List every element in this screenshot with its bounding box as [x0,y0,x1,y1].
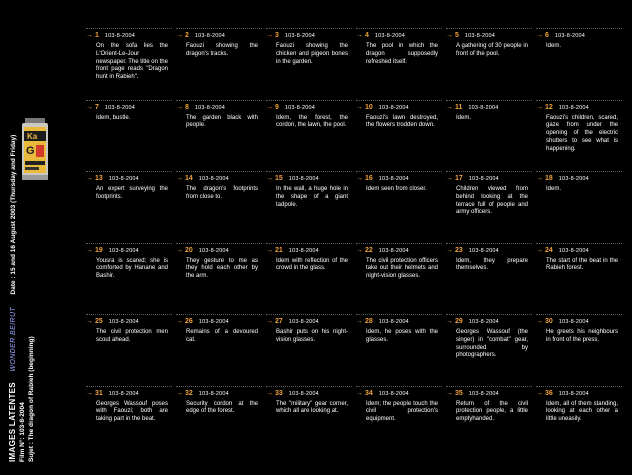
frame-entry [176,317,262,345]
arrow-icon: → [86,318,93,325]
frame-date: 103-8-2004 [378,319,409,325]
frame-divider [86,171,172,173]
frame-divider [176,28,262,30]
arrow-icon: → [176,175,183,182]
frame-description: Yousra is scared; she is comforted by Hanane and Bashir. [96,257,168,280]
frame-date: 103-8-2004 [108,176,139,182]
frame-description: The civil protection officers take out their helmets and night-vision glasses. [366,257,438,280]
frame-description: Return of the civil protection people, a little emptyhanded. [456,400,528,423]
frame-description: Georges Wassouf (the singer) in "combat" gear, surrounded by photographers. [456,329,528,359]
arrow-icon: → [266,246,273,254]
frame-entry [446,174,532,217]
arrow-icon: → [176,32,183,39]
frame-header [356,103,442,113]
arrow-icon: → [86,103,93,111]
frame-date: 103-8-2004 [378,176,409,182]
arrow-icon: → [176,246,183,254]
frame-entry [266,317,352,345]
arrow-icon: → [536,318,543,325]
frame-description: The pool in which the dragon supposedly refreshed itself. [366,43,438,65]
frame-divider [356,386,442,388]
frame-entry [266,174,352,209]
arrow-icon: → [266,318,273,325]
frame-divider [536,386,622,388]
frame-number: 33 [275,389,283,397]
frame-header [446,103,532,113]
frame-entry [536,31,622,51]
frame-description: Idem seen from closer. [366,186,427,192]
frame-divider [176,100,262,102]
frame-entry [536,103,622,154]
frame-number: 13 [95,175,103,182]
frame-date: 103-8-2004 [104,33,136,39]
frame-date: 103-8-2004 [198,390,229,397]
frame-number: 22 [365,246,373,254]
arrow-icon: → [356,103,363,111]
frame-entry [446,31,532,59]
frame-entry [86,103,172,123]
frame-divider [86,243,172,245]
frame-description: Idem, he poses with the glasses. [366,329,438,343]
frame-divider [266,243,352,245]
frame-date: 103-8-2004 [374,33,406,39]
frame-date: 103-8-2004 [558,319,589,325]
frame-header [176,31,262,41]
frame-entry [176,246,262,281]
frame-divider [356,243,442,245]
frame-header [446,389,532,399]
frame-divider [356,28,442,30]
frame-number: 12 [545,103,553,111]
frame-description: Children viewed from behind looking at the terrace full of people and army officers. [456,186,528,216]
frame-date: 103-8-2004 [558,176,589,182]
frame-date: 103-8-2004 [288,319,319,325]
frame-date: 103-8-2004 [468,247,499,254]
frame-header [176,389,262,399]
frame-divider [446,28,532,30]
frame-header [536,317,622,327]
frame-entry [446,246,532,274]
frame-header [536,31,622,41]
film-number: Film N°: 103-8-2004 [19,402,26,462]
arrow-icon: → [356,32,363,39]
arrow-icon: → [536,246,543,254]
frame-description: Faouzi showing the chicken and pigeon bones in the garden. [276,43,348,65]
frame-header [86,103,172,113]
frame-header [86,31,172,41]
arrow-icon: → [446,175,453,182]
frame-date: 103-8-2004 [288,247,319,254]
frame-number: 28 [365,318,373,325]
frame-header [266,174,352,184]
frame-divider [536,243,622,245]
frame-divider [446,386,532,388]
frame-description: Idem. [546,186,562,192]
frame-date: 103-8-2004 [558,104,589,111]
frame-description: Security cordon at the edge of the forest. [186,400,258,415]
frame-entry [356,246,442,281]
frame-entry [86,317,172,345]
frame-number: 24 [545,246,553,254]
frame-entry [266,246,352,274]
frame-number: 19 [95,246,103,254]
frame-date: 103-8-2004 [554,33,586,39]
frame-divider [176,243,262,245]
frame-date: 103-8-2004 [378,247,409,254]
frame-description: Faouzi showing the dragon's tracks. [186,43,258,57]
frame-divider [266,171,352,173]
frame-header [536,389,622,399]
frame-description: In the wall, a huge hole in the shape of a giant tadpole. [276,186,348,208]
frame-entry [176,103,262,131]
frame-entry [176,31,262,59]
arrow-icon: → [446,389,453,397]
frame-header [176,103,262,113]
frame-description: Idem, they prepare themselves. [456,257,528,272]
contact-sheet-grid [86,31,626,461]
frame-header [356,389,442,399]
frame-description: Faouzi's lawn destroyed, the flowers trodden down. [366,114,438,129]
frame-description: They gesture to me as they hold each other by the arm. [186,257,258,280]
frame-divider [356,314,442,316]
frame-description: Idem, bustle. [96,114,131,121]
frame-header [176,174,262,184]
frame-number: 1 [95,32,99,39]
frame-date: 103-8-2004 [198,247,229,254]
frame-number: 20 [185,246,193,254]
brand-logo: WONDER BEIRUT [10,306,17,372]
arrow-icon: → [176,318,183,325]
side-title: IMAGES LATENTES [8,382,17,462]
frame-entry [266,389,352,417]
svg-text:G: G [26,145,35,157]
frame-description: Georges Wassouf poses with Faouzi; both are taking part in the beat. [96,400,168,423]
frame-header [176,246,262,256]
frame-description: Faouzi's children, scared, gaze from under the opening of the electric shutters to see what is happening. [546,114,618,152]
frame-divider [536,28,622,30]
frame-divider [356,100,442,102]
frame-divider [446,314,532,316]
frame-divider [446,243,532,245]
frame-description: Idem, the forest, the cordon, the lawn, the pool. [276,114,348,129]
frame-number: 27 [275,318,283,325]
arrow-icon: → [266,175,273,182]
arrow-icon: → [536,389,543,397]
arrow-icon: → [356,246,363,254]
frame-description: Idem, all of them standing, looking at each other a little uneasily. [546,400,618,423]
frame-divider [266,314,352,316]
frame-divider [446,171,532,173]
frame-entry [536,317,622,345]
frame-number: 6 [545,32,549,39]
frame-date: 103-8-2004 [468,319,499,325]
frame-date: 103-8-2004 [288,176,319,182]
side-dates: Date : 15 and 16 August 2003 (Thursday and Friday) [10,134,17,295]
frame-number: 31 [95,389,103,397]
frame-number: 23 [455,246,463,254]
frame-number: 3 [275,32,279,39]
frame-date: 103-8-2004 [468,390,499,397]
arrow-icon: → [176,389,183,397]
frame-header [536,103,622,113]
frame-date: 103-8-2004 [284,104,316,111]
frame-header [356,317,442,327]
frame-number: 8 [185,103,189,111]
frame-header [266,246,352,256]
frame-header [356,31,442,41]
frame-divider [536,314,622,316]
frame-description: On the sofa lies the L'Orient-Le-Jour newspaper. The title on the front page reads "Dragon hunt in Rabieh". [96,43,168,81]
frame-entry [266,103,352,131]
frame-entry [356,317,442,345]
frame-number: 25 [95,318,103,325]
arrow-icon: → [266,389,273,397]
frame-number: 15 [275,175,283,182]
frame-entry [86,31,172,82]
frame-header [446,31,532,41]
frame-date: 103-8-2004 [198,319,229,325]
frame-date: 103-8-2004 [558,247,589,254]
arrow-icon: → [536,103,543,111]
frame-number: 4 [365,32,369,39]
frame-description: The "military" gear corner, which all are looking at. [276,400,348,415]
frame-header [266,317,352,327]
frame-description: The civil protection men scout ahead. [96,329,168,343]
frame-date: 103-8-2004 [378,390,409,397]
frame-number: 34 [365,389,373,397]
frame-number: 26 [185,318,193,325]
frame-divider [176,314,262,316]
arrow-icon: → [266,103,273,111]
frame-description: The garden black with people. [186,114,258,129]
frame-divider [536,100,622,102]
frame-entry [446,389,532,424]
frame-number: 11 [455,103,463,111]
frame-entry [86,246,172,281]
frame-divider [356,171,442,173]
frame-entry [356,389,442,424]
frame-header [86,174,172,184]
frame-date: 103-8-2004 [104,104,136,111]
frame-header [446,317,532,327]
frame-date: 103-8-2004 [108,390,139,397]
arrow-icon: → [86,389,93,397]
arrow-icon: → [446,318,453,325]
frame-divider [176,171,262,173]
frame-entry [446,103,532,123]
frame-date: 103-8-2004 [464,33,496,39]
frame-divider [266,386,352,388]
frame-header [446,174,532,184]
frame-number: 18 [545,175,553,182]
frame-number: 29 [455,318,463,325]
frame-entry [356,31,442,66]
frame-header [86,317,172,327]
arrow-icon: → [536,32,543,39]
frame-header [176,317,262,327]
frame-header [266,389,352,399]
frame-entry [266,31,352,66]
arrow-icon: → [86,32,93,39]
frame-number: 36 [545,389,553,397]
frame-number: 30 [545,318,553,325]
frame-description: Remains of a devoured cat. [186,329,258,343]
frame-description: Idem with reflection of the crowd in the glass. [276,257,348,272]
frame-date: 103-8-2004 [194,104,226,111]
arrow-icon: → [356,389,363,397]
frame-date: 103-8-2004 [468,104,499,111]
frame-number: 17 [455,175,463,182]
frame-date: 103-8-2004 [108,247,139,254]
frame-date: 103-8-2004 [198,176,229,182]
frame-description: Idem; the people touch the civil protection's equipment. [366,400,438,423]
frame-description: An expert surveying the footprints. [96,186,168,200]
frame-divider [86,28,172,30]
frame-description: Idem. [456,114,472,121]
frame-description: He greets his neighbours in front of the press. [546,329,618,343]
frame-header [536,174,622,184]
film-canister-image [22,118,48,180]
frame-header [536,246,622,256]
frame-header [86,246,172,256]
frame-description: Idem. [546,43,562,49]
arrow-icon: → [356,175,363,182]
frame-entry [86,174,172,202]
frame-number: 35 [455,389,463,397]
svg-text:Ka: Ka [27,132,38,141]
frame-number: 32 [185,389,193,397]
frame-description: The start of the beat in the Rabieh forest. [546,257,618,272]
arrow-icon: → [86,246,93,254]
arrow-icon: → [86,175,93,182]
frame-description: Bashir puts on his night-vision glasses. [276,329,348,343]
frame-divider [176,386,262,388]
frame-divider [86,386,172,388]
arrow-icon: → [446,32,453,39]
arrow-icon: → [356,318,363,325]
frame-header [356,174,442,184]
frame-entry [536,246,622,274]
subject-line: Sujet : The dragon of Rabieh (beginning) [28,336,35,462]
frame-description: The dragon's footprints from close to. [186,186,258,200]
arrow-icon: → [536,175,543,182]
frame-description: A gathering of 30 people in front of the pool. [456,43,528,57]
frame-divider [266,28,352,30]
frame-entry [356,174,442,194]
frame-divider [86,314,172,316]
frame-number: 14 [185,175,193,182]
frame-number: 9 [275,103,279,111]
frame-entry [446,317,532,360]
frame-divider [536,171,622,173]
frame-number: 5 [455,32,459,39]
arrow-icon: → [266,32,273,39]
arrow-icon: → [446,103,453,111]
frame-date: 103-8-2004 [378,104,409,111]
frame-entry [536,389,622,424]
frame-entry [356,103,442,131]
frame-header [356,246,442,256]
arrow-icon: → [176,103,183,111]
frame-date: 103-8-2004 [558,390,589,397]
frame-date: 103-8-2004 [108,319,139,325]
frame-date: 103-8-2004 [288,390,319,397]
frame-divider [86,100,172,102]
frame-date: 103-8-2004 [284,33,316,39]
frame-divider [266,100,352,102]
frame-number: 7 [95,103,99,111]
frame-number: 10 [365,103,373,111]
frame-header [86,389,172,399]
frame-header [266,103,352,113]
frame-number: 2 [185,32,189,39]
frame-number: 21 [275,246,283,254]
frame-entry [536,174,622,194]
frame-date: 103-8-2004 [194,33,226,39]
arrow-icon: → [446,246,453,254]
frame-header [266,31,352,41]
frame-divider [446,100,532,102]
frame-number: 16 [365,175,373,182]
frame-entry [176,389,262,417]
frame-entry [176,174,262,202]
frame-header [446,246,532,256]
frame-entry [86,389,172,424]
frame-date: 103-8-2004 [468,176,499,182]
